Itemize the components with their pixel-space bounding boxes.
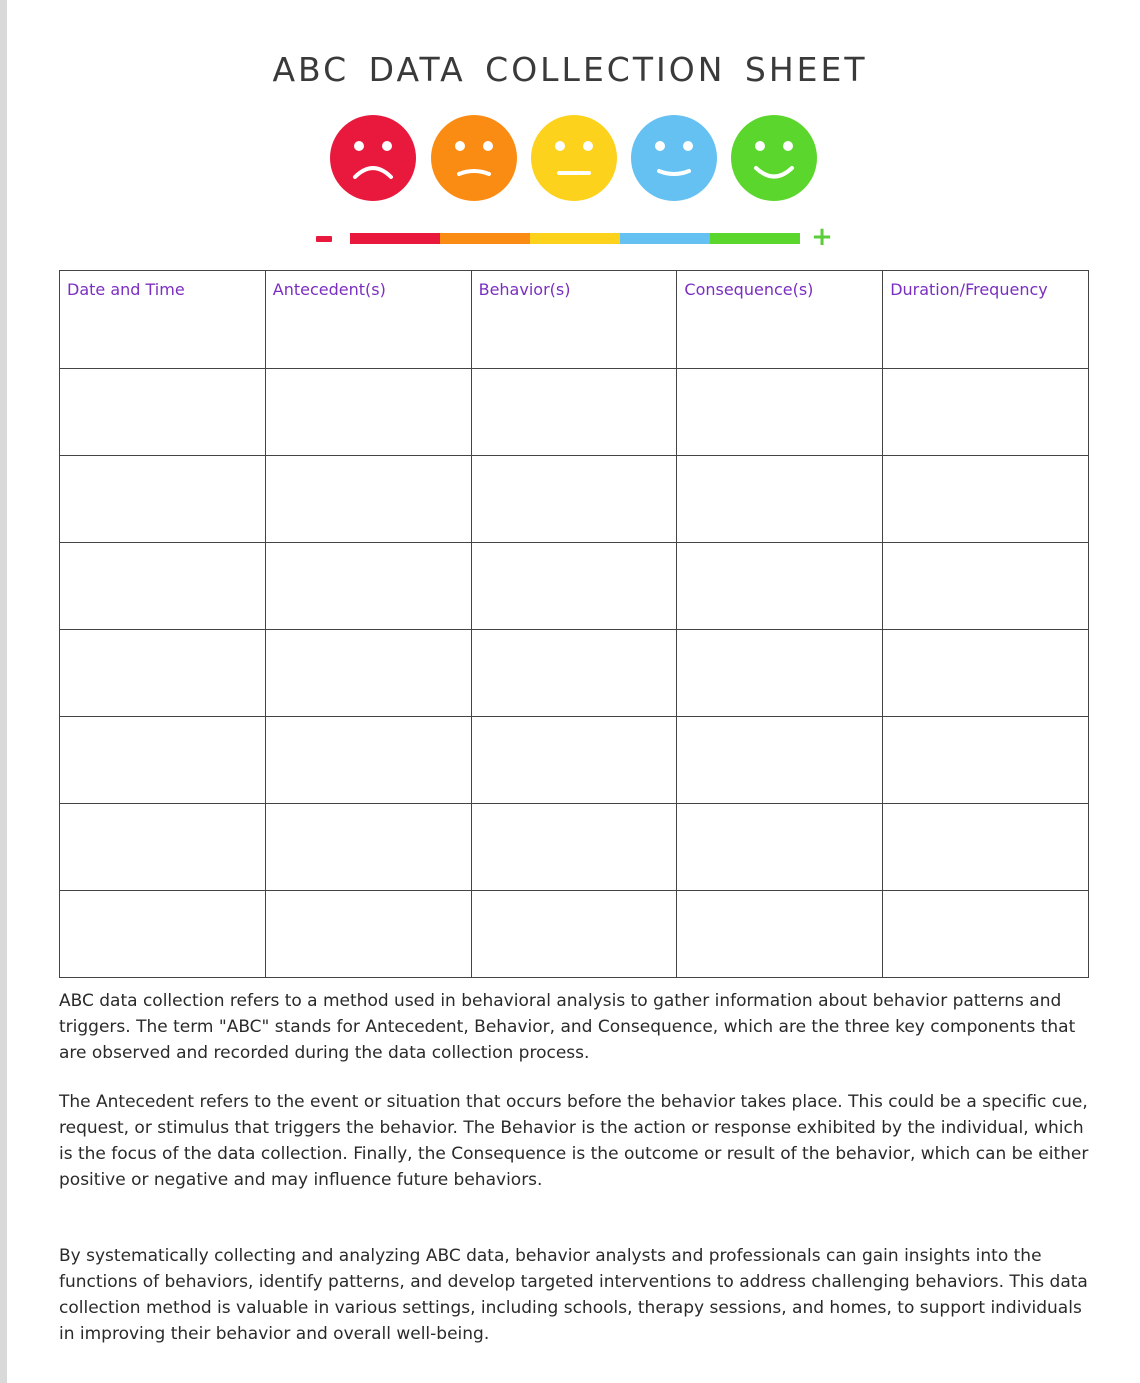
plus-icon: + bbox=[811, 222, 833, 252]
content-face-icon bbox=[629, 113, 719, 203]
table-cell[interactable] bbox=[883, 717, 1089, 804]
abc-data-table bbox=[59, 270, 1089, 978]
table-cell[interactable] bbox=[677, 369, 883, 456]
table-cell[interactable] bbox=[265, 369, 471, 456]
scale-segment bbox=[350, 233, 440, 244]
table-cell[interactable] bbox=[677, 891, 883, 978]
header-behaviors: Behavior(s) bbox=[471, 271, 677, 369]
scale-segment bbox=[440, 233, 530, 244]
paragraph-intro: ABC data collection refers to a method used in behavioral analysis to gather information about behavior patterns and triggers. The term "ABC" stands for Antecedent, Behavior, and Consequence, which are the three key components that are observed and recorded during the data collection process. bbox=[59, 991, 1076, 1063]
paragraph-systematic: By systematically collecting and analyzing ABC data, behavior analysts and professionals can gain insights into the functions of behaviors, identify patterns, and develop targeted interventions to address challenging behaviors. This data collection method is valuable in various settings, including schools, therapy sessions, and homes, to support individuals in improving their behavior and overall well-being. bbox=[59, 1246, 1088, 1344]
table-cell[interactable] bbox=[677, 456, 883, 543]
table-cell[interactable] bbox=[471, 369, 677, 456]
table-row bbox=[60, 630, 1089, 717]
table-cell[interactable] bbox=[883, 369, 1089, 456]
table-cell[interactable] bbox=[471, 717, 677, 804]
table-row bbox=[60, 456, 1089, 543]
happy-face-icon bbox=[729, 113, 819, 203]
table-cell[interactable] bbox=[471, 456, 677, 543]
scale-segment bbox=[620, 233, 710, 244]
table-cell[interactable] bbox=[677, 630, 883, 717]
scale-segment bbox=[710, 233, 800, 244]
table-cell[interactable] bbox=[471, 543, 677, 630]
table-row bbox=[60, 891, 1089, 978]
table-cell[interactable] bbox=[60, 804, 266, 891]
header-duration-frequency: Duration/Frequency bbox=[883, 271, 1089, 369]
table-cell[interactable] bbox=[677, 804, 883, 891]
table-cell[interactable] bbox=[60, 369, 266, 456]
table-cell[interactable] bbox=[883, 456, 1089, 543]
sad-face-icon bbox=[429, 113, 519, 203]
table-cell[interactable] bbox=[60, 456, 266, 543]
neutral-face-icon bbox=[529, 113, 619, 203]
table-cell[interactable] bbox=[883, 630, 1089, 717]
mood-faces bbox=[328, 113, 828, 207]
mood-scale bbox=[316, 222, 836, 252]
table-cell[interactable] bbox=[60, 891, 266, 978]
header-date-time: Date and Time bbox=[60, 271, 266, 369]
table-cell[interactable] bbox=[265, 456, 471, 543]
table-cell[interactable] bbox=[265, 891, 471, 978]
header-consequences: Consequence(s) bbox=[677, 271, 883, 369]
page-title: ABC DATA COLLECTION SHEET bbox=[272, 50, 868, 89]
scale-segment bbox=[530, 233, 620, 244]
header-antecedents: Antecedent(s) bbox=[265, 271, 471, 369]
table-cell[interactable] bbox=[265, 630, 471, 717]
table-header-row bbox=[60, 271, 1089, 369]
table-cell[interactable] bbox=[265, 543, 471, 630]
table-cell[interactable] bbox=[677, 543, 883, 630]
table-cell[interactable] bbox=[471, 891, 677, 978]
table-cell[interactable] bbox=[265, 717, 471, 804]
table-row bbox=[60, 369, 1089, 456]
table-cell[interactable] bbox=[60, 717, 266, 804]
page-edge bbox=[0, 0, 7, 1383]
table-row bbox=[60, 717, 1089, 804]
table-body bbox=[60, 369, 1089, 978]
table-cell[interactable] bbox=[60, 630, 266, 717]
table-row bbox=[60, 543, 1089, 630]
minus-icon bbox=[316, 236, 332, 242]
table-cell[interactable] bbox=[60, 543, 266, 630]
paragraph-antecedent: The Antecedent refers to the event or situation that occurs before the behavior takes place. This could be a specific cue, request, or stimulus that triggers the behavior. The Behavior is the action or response exhibited by the individual, which is the focus of the data collection. Finally, the Consequence is the outcome or result of the behavior, which can be either positive or negative and may influence future behaviors. bbox=[59, 1092, 1089, 1190]
table-cell[interactable] bbox=[265, 804, 471, 891]
table-row bbox=[60, 804, 1089, 891]
table-cell[interactable] bbox=[471, 804, 677, 891]
table-cell[interactable] bbox=[883, 804, 1089, 891]
very-sad-face-icon bbox=[328, 113, 418, 203]
table-cell[interactable] bbox=[883, 543, 1089, 630]
table-cell[interactable] bbox=[883, 891, 1089, 978]
table-cell[interactable] bbox=[677, 717, 883, 804]
table-cell[interactable] bbox=[471, 630, 677, 717]
